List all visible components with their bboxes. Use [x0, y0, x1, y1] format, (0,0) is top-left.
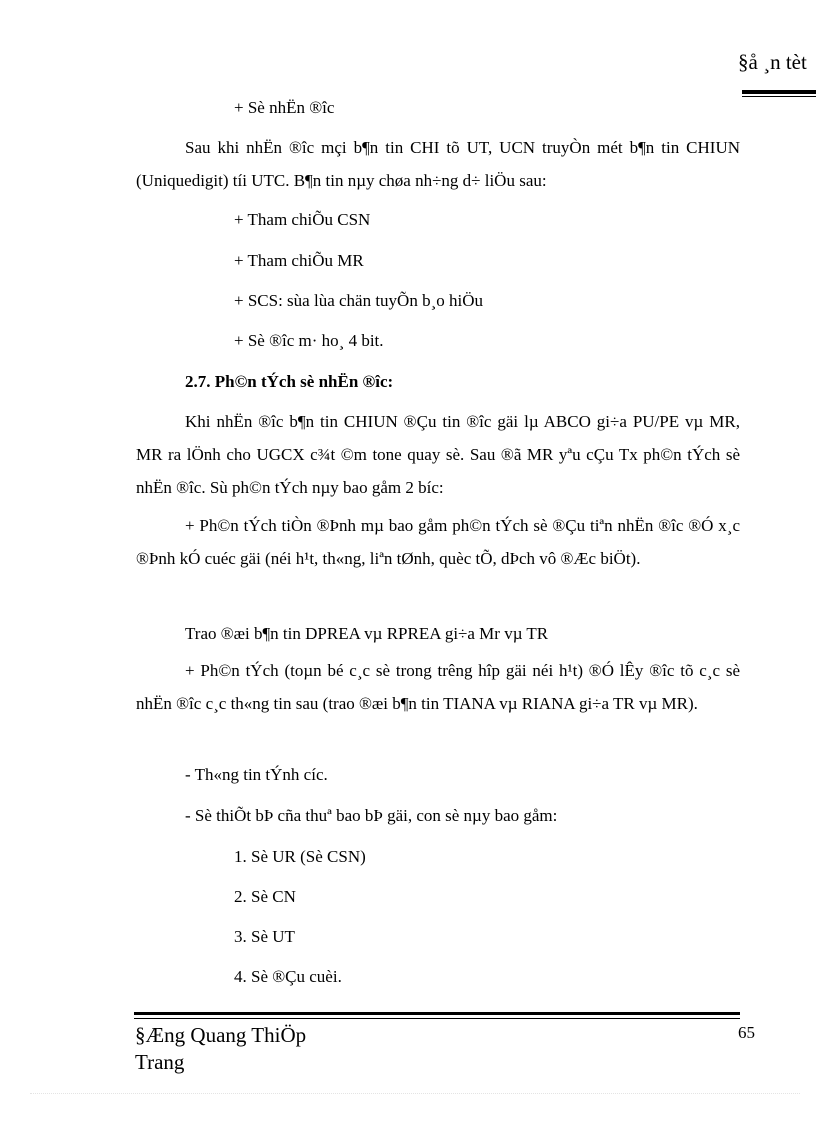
- bullet-item: + Tham chiÕu MR: [234, 251, 364, 270]
- list-item: 4. Sè ®Çu cuèi.: [234, 967, 342, 986]
- header-rule-thick: [742, 90, 816, 94]
- header-rule-thin: [742, 96, 816, 97]
- footer-author: [135, 1022, 306, 1076]
- paragraph: - Sè thiÕt bÞ cña thuª bao bÞ gäi, con sè nµy bao gåm:: [185, 806, 558, 825]
- bottom-divider: [30, 1093, 800, 1094]
- bullet-item: + Sè nhËn ®îc: [234, 98, 335, 117]
- paragraph: Khi nhËn ®îc b¶n tin CHIUN ®Çu tin ®îc gäi lµ ABCO gi÷a PU/PE vµ MR, MR ra lÖnh cho UGCX c¾t ©m tone quay sè. Sau ®ã MR yªu cÇu Tx ph©n tÝch sè nhËn ®îc. Sù ph©n tÝch nµy bao gåm 2 bíc:: [136, 412, 740, 497]
- footer-author-trang: Trang: [135, 1050, 185, 1074]
- page-number: 65: [738, 1023, 755, 1042]
- paragraph: Trao ®æi b¶n tin DPREA vµ RPREA gi÷a Mr vµ TR: [185, 624, 549, 643]
- section-heading: 2.7. Ph©n tÝch sè nhËn ®îc:: [185, 372, 394, 391]
- list-item: 3. Sè UT: [234, 927, 295, 946]
- bullet-item: + Sè ®îc m· ho¸ 4 bit.: [234, 331, 384, 350]
- paragraph: + Ph©n tÝch (toµn bé c¸c sè trong trêng hîp gäi néi h¹t) ®Ó lÊy ®îc tõ c¸c sè nhËn ®îc c¸c th«ng tin sau (trao ®æi b¶n tin TIANA vµ RIANA gi÷a TR vµ MR).: [136, 661, 740, 713]
- paragraph: + Ph©n tÝch tiÒn ®Þnh mµ bao gåm ph©n tÝch sè ®Çu tiªn nhËn ®îc ®Ó x¸c ®Þnh kÓ cuéc gäi (néi h¹t, th«ng, liªn tØnh, quèc tÕ, dÞch vô ®Æc biÖt).: [136, 516, 740, 568]
- footer-author-name: §Æng Quang ThiÖp: [135, 1023, 307, 1047]
- paragraph: - Th«ng tin tÝnh cíc.: [185, 765, 328, 784]
- bullet-item: + Tham chiÕu CSN: [234, 210, 371, 229]
- footer-rule-thick: [134, 1012, 740, 1015]
- header-title: §å ¸n tèt: [738, 50, 807, 74]
- list-item: 2. Sè CN: [234, 887, 296, 906]
- bullet-item: + SCS: sùa lùa chän tuyÕn b¸o hiÖu: [234, 291, 483, 310]
- list-item: 1. Sè UR (Sè CSN): [234, 847, 366, 866]
- paragraph: Sau khi nhËn ®îc mçi b¶n tin CHI tõ UT, UCN truyÒn mét b¶n tin CHIUN (Uniquedigit) tíi UTC. B¶n tin nµy chøa nh÷ng d÷ liÖu sau:: [136, 138, 740, 190]
- footer-rule-thin: [134, 1018, 740, 1019]
